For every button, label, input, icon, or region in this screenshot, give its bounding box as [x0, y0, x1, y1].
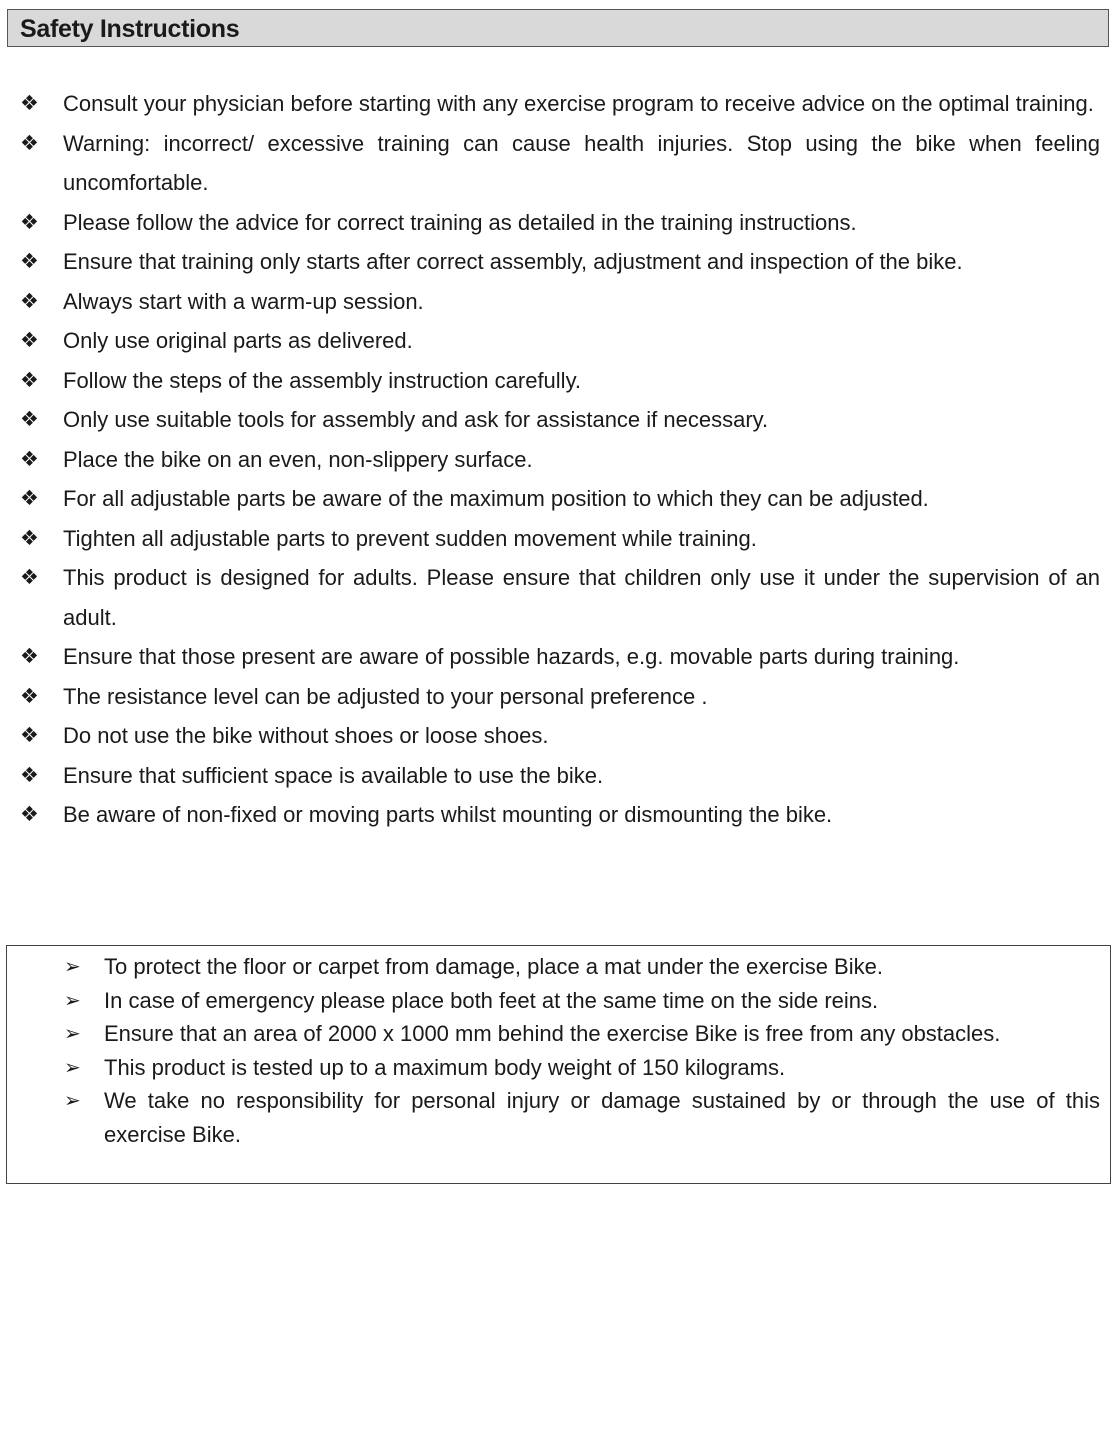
diamond-bullet-icon: ❖	[20, 644, 39, 668]
notice-box	[6, 945, 1111, 1184]
list-item	[64, 1051, 1100, 1085]
diamond-bullet-icon: ❖	[20, 683, 39, 708]
arrowhead-bullet-icon: ➢	[64, 1054, 81, 1079]
arrowhead-bullet-icon: ➢	[64, 1088, 81, 1112]
diamond-bullet-icon: ❖	[20, 407, 39, 431]
notice-list	[64, 950, 1100, 1151]
list-item	[20, 361, 1100, 401]
list-item-text: Always start with a warm-up session.	[63, 288, 424, 314]
list-item-text: Only use original parts as delivered.	[63, 328, 413, 353]
list-item	[20, 203, 1100, 243]
list-item	[20, 321, 1100, 361]
diamond-bullet-icon: ❖	[20, 762, 39, 787]
section-header	[7, 9, 1109, 47]
list-item-text: Ensure that training only starts after correct assembly, adjustment and inspection of the bike.	[63, 249, 963, 274]
list-item-text: Ensure that an area of 2000 x 1000 mm behind the exercise Bike is free from any obstacles.	[104, 1021, 1001, 1046]
list-item-text: Place the bike on an even, non-slippery surface.	[63, 446, 533, 472]
list-item	[64, 950, 1100, 984]
diamond-bullet-icon: ❖	[20, 130, 39, 155]
list-item-text: For all adjustable parts be aware of the maximum position to which they can be adjusted.	[63, 486, 929, 511]
list-item	[20, 124, 1100, 203]
list-item-text: Follow the steps of the assembly instruction carefully.	[63, 367, 582, 393]
list-item	[20, 400, 1100, 440]
diamond-bullet-icon: ❖	[20, 446, 39, 471]
list-item-text: To protect the floor or carpet from damage, place a mat under the exercise Bike.	[104, 954, 883, 979]
list-item-text: We take no responsibility for personal injury or damage sustained by or through the use of this exercise Bike.	[104, 1088, 1100, 1147]
list-item-text: Ensure that those present are aware of possible hazards, e.g. movable parts during training.	[63, 644, 960, 669]
list-item	[20, 242, 1100, 282]
list-item	[64, 1084, 1100, 1151]
arrowhead-bullet-icon: ➢	[64, 987, 81, 1012]
list-item-text: Warning: incorrect/ excessive training can cause health injuries. Stop using the bike when feeling uncomfortable.	[63, 130, 1100, 195]
diamond-bullet-icon: ❖	[20, 328, 39, 352]
list-item-text: Ensure that sufficient space is available to use the bike.	[63, 762, 604, 788]
list-item-text: Tighten all adjustable parts to prevent sudden movement while training.	[63, 525, 757, 551]
list-item	[20, 756, 1100, 796]
list-item	[20, 795, 1100, 835]
diamond-bullet-icon: ❖	[20, 288, 39, 313]
list-item	[64, 1017, 1100, 1051]
list-item	[20, 440, 1100, 480]
list-item	[20, 479, 1100, 519]
diamond-bullet-icon: ❖	[20, 525, 39, 550]
list-item	[20, 282, 1100, 322]
list-item	[20, 84, 1100, 124]
list-item	[20, 716, 1100, 756]
arrowhead-bullet-icon: ➢	[64, 954, 81, 978]
list-item-text: This product is designed for adults. Please ensure that children only use it under the supervision of an adult.	[63, 565, 1100, 630]
list-item-text: Please follow the advice for correct training as detailed in the training instructions.	[63, 209, 857, 235]
list-item-text: This product is tested up to a maximum body weight of 150 kilograms.	[104, 1054, 786, 1080]
page-title: Safety Instructions	[20, 15, 240, 43]
list-item	[20, 519, 1100, 559]
diamond-bullet-icon: ❖	[20, 367, 39, 392]
diamond-bullet-icon: ❖	[20, 91, 39, 115]
safety-instructions-list	[20, 84, 1100, 835]
list-item-text: Do not use the bike without shoes or loose shoes.	[63, 723, 549, 748]
diamond-bullet-icon: ❖	[20, 802, 39, 826]
list-item-text: Consult your physician before starting with any exercise program to receive advice on the optimal training.	[63, 91, 1094, 116]
list-item	[20, 558, 1100, 637]
list-item	[20, 677, 1100, 717]
list-item-text: Only use suitable tools for assembly and ask for assistance if necessary.	[63, 407, 769, 432]
list-item-text: The resistance level can be adjusted to your personal preference .	[63, 683, 708, 709]
diamond-bullet-icon: ❖	[20, 486, 39, 510]
list-item	[64, 984, 1100, 1018]
diamond-bullet-icon: ❖	[20, 209, 39, 234]
diamond-bullet-icon: ❖	[20, 723, 39, 747]
list-item-text: Be aware of non-fixed or moving parts whilst mounting or dismounting the bike.	[63, 802, 833, 827]
list-item	[20, 637, 1100, 677]
diamond-bullet-icon: ❖	[20, 249, 39, 273]
list-item-text: In case of emergency please place both feet at the same time on the side reins.	[104, 987, 879, 1013]
arrowhead-bullet-icon: ➢	[64, 1021, 81, 1045]
diamond-bullet-icon: ❖	[20, 565, 39, 589]
